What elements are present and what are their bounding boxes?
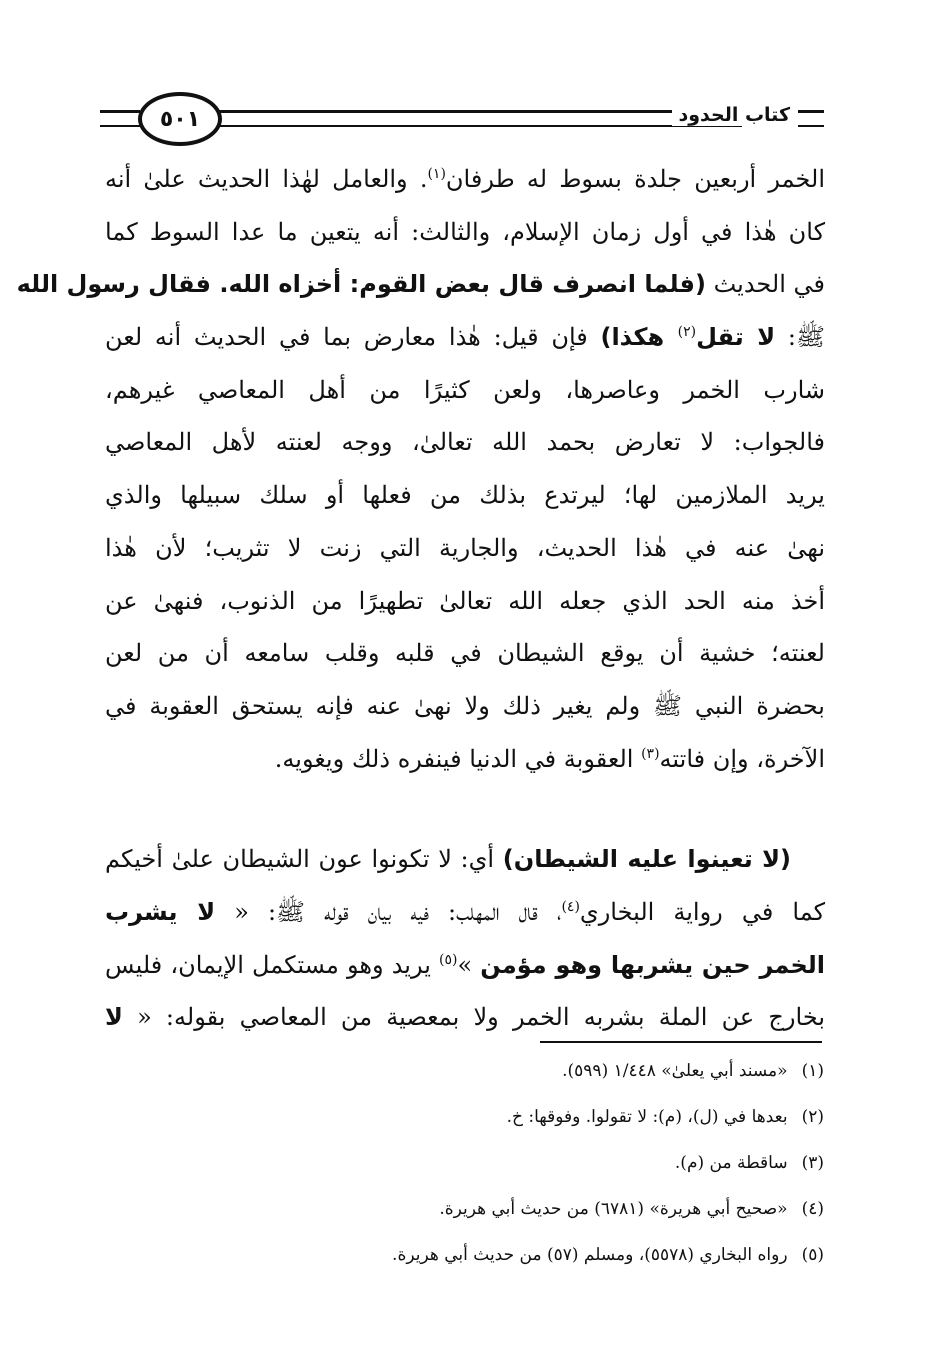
- page-number: ٥٠١: [159, 106, 201, 132]
- text-line: [105, 733, 825, 786]
- hadith-quote: لا يشرب: [105, 897, 216, 926]
- text-line: [105, 886, 825, 939]
- text-line: [105, 153, 825, 206]
- text-line: [16, 258, 825, 311]
- text-span: العقوبة في الدنيا فينفره ذلك ويغويه.: [274, 744, 642, 773]
- text-span: في الحديث: [705, 270, 825, 299]
- text-line: بحضرة النبي ﷺ ولم يغير ذلك ولا نهىٰ عنه فإنه يستحق العقوبة في: [105, 691, 825, 720]
- footnote-item: [224, 1232, 824, 1278]
- text-line: [105, 939, 825, 992]
- footnote-text: «صحيح أبي هريرة» (٦٧٨١) من حديث أبي هريرة.: [439, 1199, 788, 1219]
- text-line: يريد الملازمين لها؛ ليرتدع بذلك من فعلها أو سلك سبيلها والذي: [105, 481, 825, 510]
- text-line: لعنته؛ خشية أن يوقع الشيطان في قلبه وقلب سامعه أن من لعن: [105, 639, 825, 668]
- footnote-marker: (٥): [439, 951, 458, 968]
- text-span: . والعامل لهٰذا الحديث علىٰ أنه: [105, 165, 428, 193]
- header-rule-left: [100, 110, 140, 127]
- footnote-number: (٢): [801, 1107, 824, 1127]
- footnote-marker: (٣): [641, 745, 660, 762]
- footnote-text: «مسند أبي يعلىٰ» ١/٤٤٨ (٥٩٩).: [562, 1061, 788, 1081]
- footnote-item: [224, 1094, 824, 1140]
- text-line: شارب الخمر وعاصرها، ولعن كثيرًا من أهل المعاصي غيرهم،: [105, 375, 825, 404]
- footnote-item: [224, 1140, 824, 1186]
- hadith-quote: الخمر حين يشربها وهو مؤمن: [480, 950, 825, 979]
- footnote-marker: (٤): [561, 898, 580, 915]
- footnote-text: ساقطة من (م).: [674, 1153, 788, 1173]
- footnote-marker: (١): [427, 166, 446, 182]
- text-span: بخارج عن الملة بشربه الخمر ولا بمعصية من المعاصي بقوله: «: [122, 1003, 825, 1032]
- text-line: [105, 311, 825, 364]
- hadith-quote: لا تقل: [696, 323, 776, 352]
- footnote-number: (٥): [801, 1245, 824, 1265]
- text-span: الخمر أربعين جلدة بسوط له طرفان: [445, 165, 825, 193]
- text-span: ، قال المهلب: فيه بيان قوله ﷺ: «: [215, 897, 562, 926]
- text-line: أخذ منه الحد الذي جعله الله تعالىٰ تطهيرًا من الذنوب، فنهىٰ عن: [105, 586, 825, 615]
- header-rule-right: [798, 110, 824, 127]
- text-span: أي: لا تكونوا عون الشيطان علىٰ أخيكم: [105, 845, 503, 874]
- hadith-quote: هكذا): [600, 323, 678, 352]
- text-span: فإن قيل: هٰذا معارض بما في الحديث أنه لعن: [105, 323, 601, 352]
- text-line: [105, 833, 825, 886]
- text-span: يريد وهو مستكمل الإيمان، فليس: [105, 950, 439, 979]
- footnote-text: رواه البخاري (٥٥٧٨)، ومسلم (٥٧) من حديث أبي هريرة.: [392, 1245, 788, 1265]
- header-rule-middle: [212, 110, 742, 127]
- text-line: نهىٰ عنه في هٰذا الحديث، والجارية التي زنت لا تثريب؛ لأن هٰذا: [105, 533, 825, 562]
- footnotes: [224, 1048, 824, 1278]
- footnote-separator: [540, 1041, 822, 1043]
- text-span: »: [457, 950, 481, 979]
- page-header: [100, 88, 824, 148]
- hadith-quote: (لا تعينوا عليه الشيطان): [502, 845, 791, 874]
- chapter-title: كتاب الحدود: [672, 104, 796, 126]
- text-span: الآخرة، وإن فاتته: [659, 744, 825, 773]
- footnote-number: (٣): [801, 1153, 824, 1173]
- main-text: [16, 153, 825, 1044]
- text-line: كان هٰذا في أول زمان الإسلام، والثالث: أنه يتعين ما عدا السوط كما: [105, 217, 825, 246]
- hadith-quote: لا: [105, 1003, 123, 1032]
- footnote-item: [224, 1186, 824, 1232]
- footnote-number: (١): [801, 1061, 824, 1081]
- text-span: كما في رواية البخاري: [579, 897, 825, 926]
- footnote-number: (٤): [801, 1199, 824, 1219]
- page-number-oval: [138, 92, 222, 146]
- paragraph-gap: [105, 785, 825, 833]
- footnote-item: [224, 1048, 824, 1094]
- text-line: [105, 991, 825, 1044]
- footnote-marker: (٢): [677, 324, 697, 341]
- footnote-text: بعدها في (ل)، (م): لا تقولوا. وفوقها: خ.: [506, 1107, 788, 1127]
- hadith-quote: (فلما انصرف قال بعض القوم: أخزاه الله. فقال رسول الله: [16, 270, 706, 299]
- text-span: ﷺ:: [775, 323, 825, 352]
- text-line: فالجواب: لا تعارض بحمد الله تعالىٰ، ووجه لعنته لأهل المعاصي: [105, 428, 825, 457]
